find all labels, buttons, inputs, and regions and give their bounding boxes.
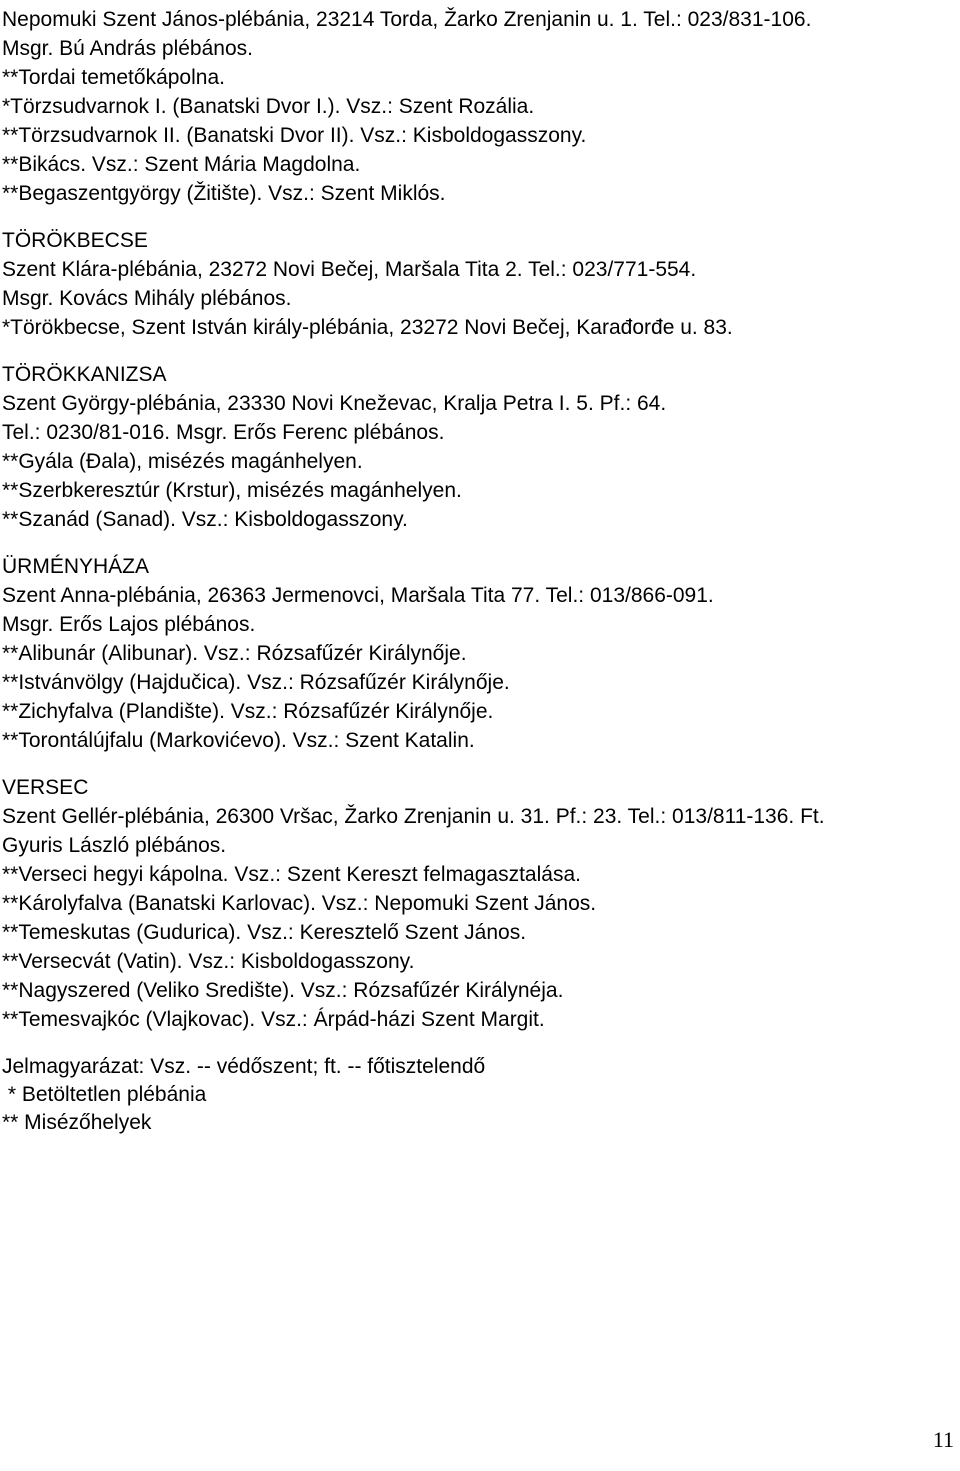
section-line: **Nagyszered (Veliko Središte). Vsz.: Rózsafűzér Királynéja.: [2, 979, 564, 1002]
section-line: **Torontálújfalu (Markovićevo). Vsz.: Szent Katalin.: [2, 729, 475, 752]
intro-line: *Törzsudvarnok I. (Banatski Dvor I.). Vsz.: Szent Rozália.: [2, 95, 535, 118]
section-line: Gyuris László plébános.: [2, 834, 227, 857]
section-torokkanizsa: [2, 360, 957, 534]
section-torokbecse: [2, 226, 957, 342]
page-number: 11: [932, 1427, 954, 1452]
section-line: **Temesvajkóc (Vlajkovac). Vsz.: Árpád-házi Szent Margit.: [2, 1008, 545, 1031]
section-line: **Szanád (Sanad). Vsz.: Kisboldogasszony.: [2, 508, 408, 531]
section-line: **Temeskutas (Gudurica). Vsz.: Keresztelő Szent János.: [2, 921, 527, 944]
section-urmenyhaza: [2, 552, 957, 755]
section-heading: VERSEC: [2, 776, 89, 799]
legend-line: Jelmagyarázat: Vsz. -- védőszent; ft. -- főtisztelendő: [2, 1055, 486, 1078]
legend-line: ** Misézőhelyek: [2, 1111, 152, 1134]
section-line: **Versecvát (Vatin). Vsz.: Kisboldogasszony.: [2, 950, 415, 973]
section-line: Szent Gellér-plébánia, 26300 Vršac, Žarko Zrenjanin u. 31. Pf.: 23. Tel.: 013/811-136. Ft.: [2, 805, 825, 828]
section-line: Szent Anna-plébánia, 26363 Jermenovci, Maršala Tita 77. Tel.: 013/866-091.: [2, 584, 714, 607]
section-versec: [2, 773, 957, 1034]
section-line: *Törökbecse, Szent István király-plébánia, 23272 Novi Bečej, Karađorđe u. 83.: [2, 316, 733, 339]
legend: [2, 1052, 957, 1136]
legend-line: * Betöltetlen plébánia: [2, 1083, 207, 1106]
section-heading: ÜRMÉNYHÁZA: [2, 555, 150, 578]
section-line: Szent Klára-plébánia, 23272 Novi Bečej, Maršala Tita 2. Tel.: 023/771-554.: [2, 258, 697, 281]
section-line: **Alibunár (Alibunar). Vsz.: Rózsafűzér Királynője.: [2, 642, 467, 665]
intro-block: [2, 5, 957, 208]
section-line: Szent György-plébánia, 23330 Novi Kneževac, Kralja Petra I. 5. Pf.: 64.: [2, 392, 667, 415]
intro-line: Msgr. Bú András plébános.: [2, 37, 253, 60]
intro-line: **Tordai temetőkápolna.: [2, 66, 225, 89]
intro-line: Nepomuki Szent János-plébánia, 23214 Torda, Žarko Zrenjanin u. 1. Tel.: 023/831-106.: [2, 8, 812, 31]
intro-line: **Törzsudvarnok II. (Banatski Dvor II). Vsz.: Kisboldogasszony.: [2, 124, 587, 147]
section-line: **Verseci hegyi kápolna. Vsz.: Szent Kereszt felmagasztalása.: [2, 863, 581, 886]
section-heading: TÖRÖKKANIZSA: [2, 363, 167, 386]
intro-line: **Begaszentgyörgy (Žitište). Vsz.: Szent Miklós.: [2, 182, 446, 205]
section-line: Msgr. Kovács Mihály plébános.: [2, 287, 292, 310]
section-heading: TÖRÖKBECSE: [2, 229, 148, 252]
section-line: Tel.: 0230/81-016. Msgr. Erős Ferenc plébános.: [2, 421, 445, 444]
section-line: **Zichyfalva (Plandište). Vsz.: Rózsafűzér Királynője.: [2, 700, 494, 723]
section-line: **Gyála (Đala), misézés magánhelyen.: [2, 450, 363, 473]
section-line: **Károlyfalva (Banatski Karlovac). Vsz.: Nepomuki Szent János.: [2, 892, 597, 915]
section-line: Msgr. Erős Lajos plébános.: [2, 613, 256, 636]
document-body: [2, 5, 957, 1136]
intro-line: **Bikács. Vsz.: Szent Mária Magdolna.: [2, 153, 361, 176]
section-line: **Istvánvölgy (Hajdučica). Vsz.: Rózsafűzér Királynője.: [2, 671, 510, 694]
section-line: **Szerbkeresztúr (Krstur), misézés magánhelyen.: [2, 479, 462, 502]
